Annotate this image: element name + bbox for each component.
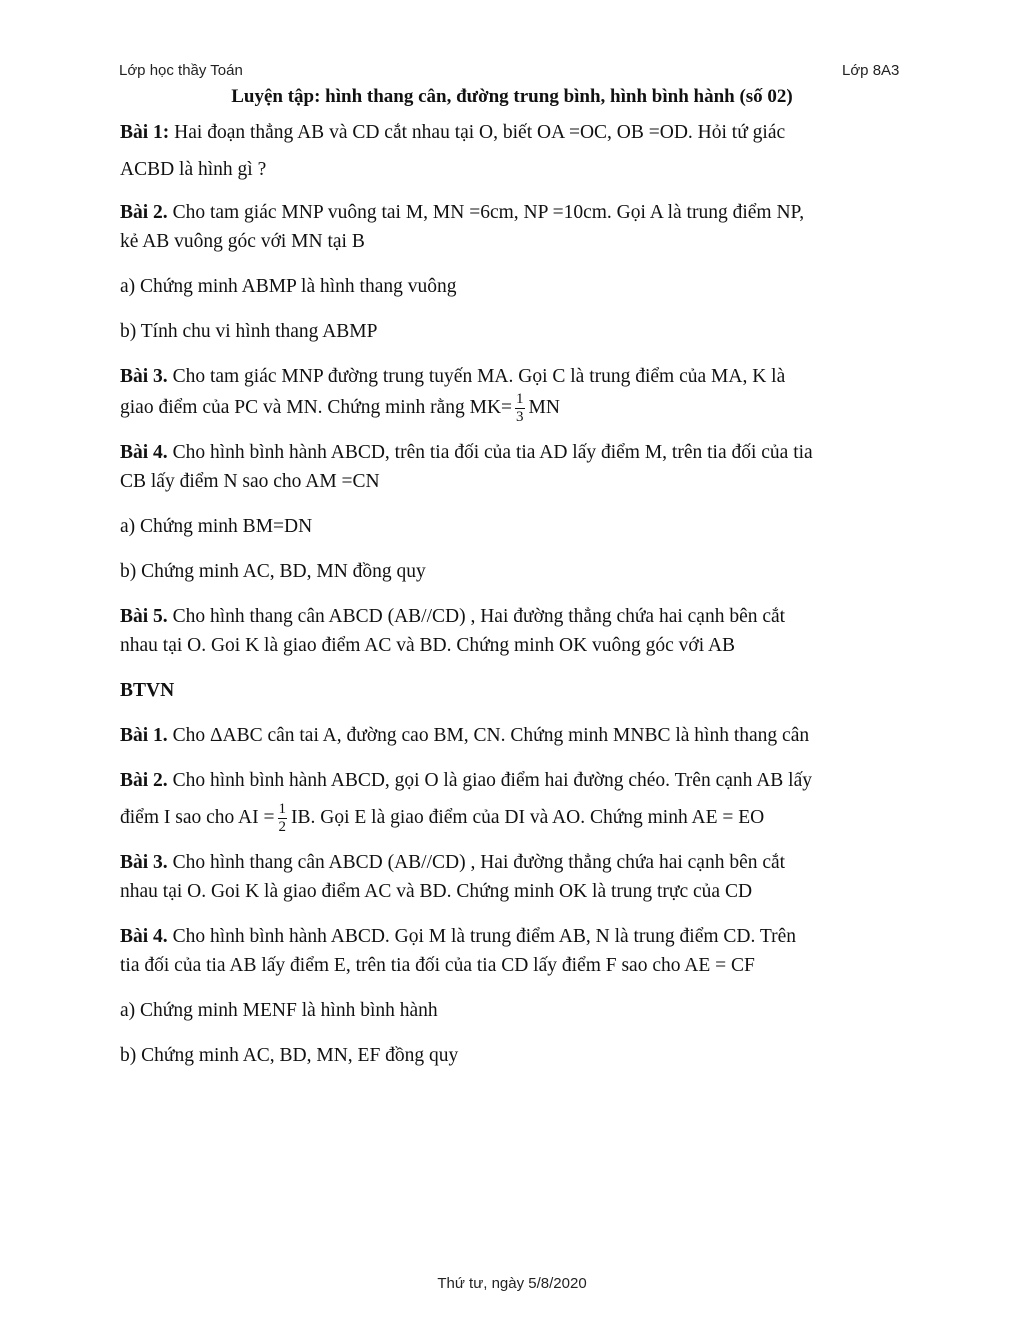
exercise-5 bbox=[120, 602, 910, 660]
fraction-numerator: 1 bbox=[516, 391, 524, 407]
homework-heading: BTVN bbox=[120, 680, 175, 701]
exercise-text: Cho tam giác MNP đường trung tuyến MA. Gọi C là trung điểm của MA, K là bbox=[167, 366, 786, 387]
fraction-one-half bbox=[278, 801, 288, 836]
exercise-text: Cho hình bình hành ABCD, gọi O là giao điểm hai đường chéo. Trên cạnh AB lấy bbox=[167, 770, 812, 791]
exercise-text: ACBD là hình gì ? bbox=[120, 159, 267, 180]
exercise-text: Cho hình thang cân ABCD (AB//CD) , Hai đường thẳng chứa hai cạnh bên cắt bbox=[167, 606, 786, 627]
homework-4-part-b: b) Chứng minh AC, BD, MN, EF đồng quy bbox=[120, 1045, 459, 1067]
exercise-text: điểm I sao cho AI = bbox=[120, 807, 275, 828]
exercise-label: Bài 5. bbox=[120, 606, 168, 627]
page-title: Luyện tập: hình thang cân, đường trung bình, hình bình hành (số 02) bbox=[231, 86, 793, 107]
exercise-2 bbox=[120, 198, 910, 256]
header-class-name: Lớp học thầy Toán bbox=[119, 62, 243, 79]
exercise-text: Cho ΔABC cân tai A, đường cao BM, CN. Chứng minh MNBC là hình thang cân bbox=[167, 725, 810, 746]
exercise-2-part-b: b) Tính chu vi hình thang ABMP bbox=[120, 321, 378, 342]
exercise-label: Bài 2. bbox=[120, 202, 168, 223]
exercise-3 bbox=[120, 362, 910, 426]
exercise-text: tia đối của tia AB lấy điểm E, trên tia đối của tia CD lấy điểm F sao cho AE = CF bbox=[120, 955, 755, 977]
exercise-text: Cho hình thang cân ABCD (AB//CD) , Hai đường thẳng chứa hai cạnh bên cắt bbox=[167, 852, 786, 874]
exercise-text: Hai đoạn thẳng AB và CD cắt nhau tại O, biết OA =OC, OB =OD. Hỏi tứ giác bbox=[169, 122, 786, 143]
exercise-4-part-b: b) Chứng minh AC, BD, MN đồng quy bbox=[120, 561, 426, 582]
homework-3 bbox=[120, 848, 910, 906]
exercise-label: Bài 4. bbox=[120, 926, 168, 948]
exercise-text: nhau tại O. Goi K là giao điểm AC và BD. Chứng minh OK vuông góc với AB bbox=[120, 635, 736, 656]
exercise-content bbox=[120, 118, 910, 1070]
exercise-4 bbox=[120, 438, 910, 496]
exercise-text: Cho hình bình hành ABCD, trên tia đối của tia AD lấy điểm M, trên tia đối của tia bbox=[167, 442, 813, 463]
exercise-text: nhau tại O. Goi K là giao điểm AC và BD. Chứng minh OK là trung trực của CD bbox=[120, 881, 753, 903]
exercise-label: Bài 4. bbox=[120, 442, 168, 463]
header-class-code: Lớp 8A3 bbox=[842, 62, 900, 79]
exercise-label: Bài 1: bbox=[120, 122, 170, 143]
exercise-label: Bài 3. bbox=[120, 852, 168, 874]
exercise-2-part-a: a) Chứng minh ABMP là hình thang vuông bbox=[120, 276, 457, 297]
fraction-one-third bbox=[515, 391, 525, 426]
homework-4 bbox=[120, 922, 910, 980]
footer-date: Thứ tư, ngày 5/8/2020 bbox=[437, 1275, 587, 1292]
exercise-label: Bài 2. bbox=[120, 770, 168, 791]
exercise-text: giao điểm của PC và MN. Chứng minh rằng MK= bbox=[120, 396, 513, 418]
exercise-label: Bài 3. bbox=[120, 366, 168, 387]
exercise-4-part-a: a) Chứng minh BM=DN bbox=[120, 516, 313, 537]
exercise-text: Cho tam giác MNP vuông tai M, MN =6cm, NP =10cm. Gọi A là trung điểm NP, bbox=[167, 202, 805, 223]
exercise-1 bbox=[120, 118, 910, 184]
fraction-numerator: 1 bbox=[278, 801, 287, 818]
exercise-text: CB lấy điểm N sao cho AM =CN bbox=[120, 471, 380, 492]
exercise-text: IB. Gọi E là giao điểm của DI và AO. Chứng minh AE = EO bbox=[291, 807, 765, 828]
homework-1 bbox=[120, 721, 910, 750]
fraction-denominator: 3 bbox=[516, 409, 524, 425]
homework-4-part-a: a) Chứng minh MENF là hình bình hành bbox=[120, 1000, 438, 1022]
exercise-label: Bài 1. bbox=[120, 725, 168, 746]
exercise-text: Cho hình bình hành ABCD. Gọi M là trung điểm AB, N là trung điểm CD. Trên bbox=[167, 926, 797, 948]
fraction-denominator: 2 bbox=[278, 819, 287, 836]
exercise-text: kẻ AB vuông góc với MN tại B bbox=[120, 231, 365, 252]
homework-2 bbox=[120, 766, 910, 836]
exercise-text: MN bbox=[528, 396, 560, 418]
